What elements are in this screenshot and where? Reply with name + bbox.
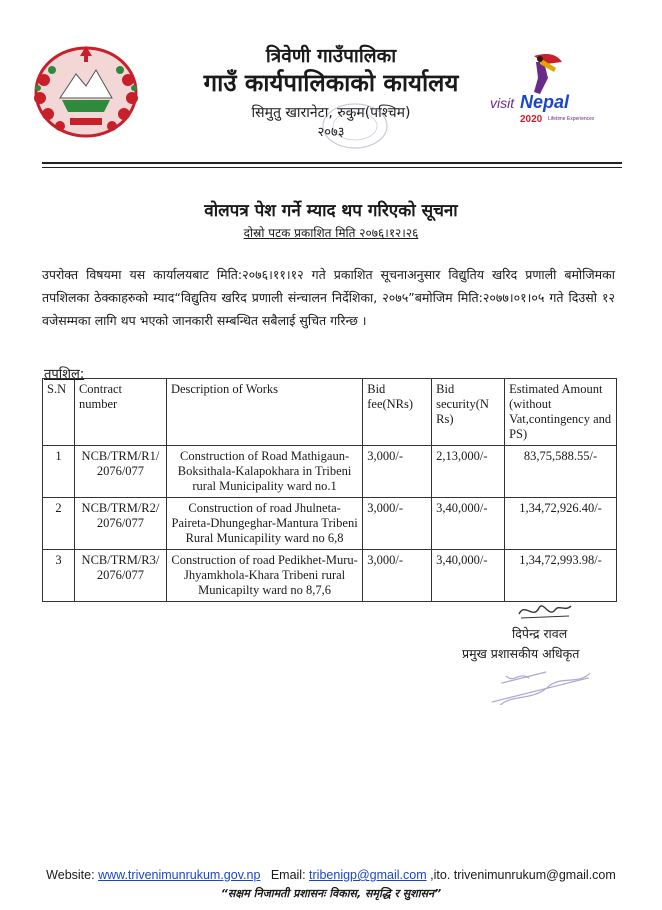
- logo-nepal-text: Nepal: [520, 92, 570, 112]
- cell-description: Construction of road Pedikhet-Muru-Jhyamkhola-Khara Tribeni rural Municapilty ward no 8,7,6: [166, 550, 362, 602]
- cell-bid-security: 3,40,000/-: [432, 498, 505, 550]
- cell-contract: NCB/TRM/R1/ 2076/077: [74, 446, 166, 498]
- cell-amount: 1,34,72,993.98/-: [505, 550, 617, 602]
- table-header-row: [43, 379, 617, 446]
- cell-description: Construction of road Jhulneta-Paireta-Dhungeghar-Mantura Tribeni Rural Municapility ward no 6,8: [166, 498, 362, 550]
- header-divider: [42, 162, 622, 164]
- org-name: त्रिवेणी गाउँपालिका: [265, 45, 397, 67]
- table-row: [43, 550, 617, 602]
- website-link[interactable]: www.trivenimunrukum.gov.np: [98, 868, 261, 882]
- established-year: २०७३: [317, 125, 345, 140]
- footer-motto: “सक्षम निजामती प्रशासनः विकास, समृद्धि र सुशासन”: [220, 887, 442, 900]
- cell-description: Construction of Road Mathigaun-Boksithala-Kalapokhara in Tribeni rural Municipality ward no.1: [166, 446, 362, 498]
- website-label: Website:: [46, 868, 95, 882]
- logo-tagline-text: Lifetime Experiences: [548, 116, 594, 122]
- table-caption: तपशिल:: [44, 367, 85, 382]
- faint-stamp-mark: [320, 100, 390, 152]
- cell-amount: 1,34,72,926.40/-: [505, 498, 617, 550]
- logo-visit-text: visit: [490, 95, 515, 111]
- signatory-title: प्रमुख प्रशासकीय अधिकृत: [462, 646, 580, 661]
- cell-bid-fee: 3,000/-: [363, 550, 432, 602]
- notice-body-paragraph: उपरोक्त विषयमा यस कार्यालयबाट मिति:२०७६।११।१२ गते प्रकाशित सूचनाअनुसार विद्युतिय खरिद प्रणाली बमोजिमका तपशिलका ठेक्काहरुको म्याद“विद्युतिय खरिद प्रणाली संन्चालन निर्देशिका, २०७५”बमोजिम मिति:२०७७।०१।०५ गते दिउसो १२ वजेसम्मका लागि थप भएको जानकारी सम्बन्धित सबैलाई सुचित गरिन्छ ।: [42, 267, 615, 328]
- office-address: सिमुतु खारानेटा, रुकुम(पश्चिम): [251, 105, 411, 121]
- header-sn: S.N: [43, 379, 75, 446]
- email-link[interactable]: tribenigp@gmail.com: [309, 868, 427, 882]
- logo-year-text: 2020: [520, 114, 543, 125]
- office-name: गाउँ कार्यपालिकाको कार्यालय: [203, 69, 459, 97]
- header-contract-number: Contract number: [74, 379, 166, 446]
- cell-sn: 1: [43, 446, 75, 498]
- official-stamp-mark: [478, 655, 608, 705]
- cell-bid-security: 2,13,000/-: [432, 446, 505, 498]
- notice-subtitle: दोस्रो पटक प्रकाशित मिति २०७६।१२।२६: [243, 226, 419, 240]
- cell-contract: NCB/TRM/R2/ 2076/077: [74, 498, 166, 550]
- cell-contract: NCB/TRM/R3/ 2076/077: [74, 550, 166, 602]
- header-bid-security: Bid security(N Rs): [432, 379, 505, 446]
- cell-bid-fee: 3,000/-: [363, 446, 432, 498]
- header-description: Description of Works: [166, 379, 362, 446]
- header-divider-thin: [42, 167, 622, 168]
- header-bid-fee: Bid fee(NRs): [363, 379, 432, 446]
- footer-contact-line: [0, 868, 662, 882]
- ito-email-text: ,ito. trivenimunrukum@gmail.com: [430, 868, 616, 882]
- table-row: [43, 498, 617, 550]
- email-label: Email:: [270, 868, 306, 882]
- table-row: [43, 446, 617, 498]
- cell-sn: 2: [43, 498, 75, 550]
- header-estimated-amount: Estimated Amount (without Vat,contingency and PS): [505, 379, 617, 446]
- cell-bid-fee: 3,000/-: [363, 498, 432, 550]
- cell-sn: 3: [43, 550, 75, 602]
- contract-works-table: [42, 378, 617, 602]
- signatory-name: दिपेन्द्र रावल: [512, 626, 568, 641]
- cell-amount: 83,75,588.55/-: [505, 446, 617, 498]
- notice-title: वोलपत्र पेश गर्ने म्याद थप गरिएको सूचना: [204, 201, 458, 221]
- cell-bid-security: 3,40,000/-: [432, 550, 505, 602]
- handwritten-signature: [515, 598, 575, 622]
